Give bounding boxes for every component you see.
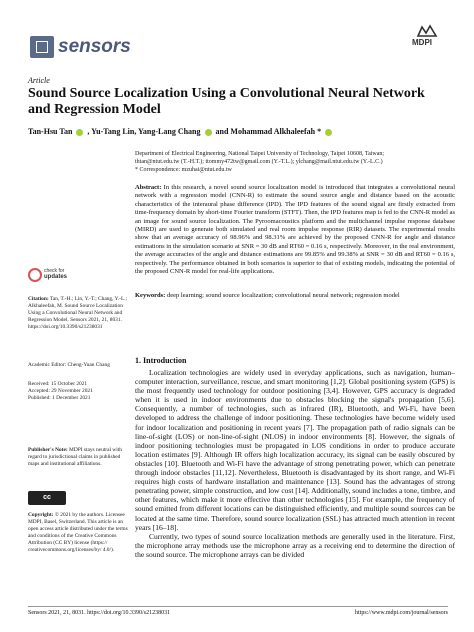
academic-editor: Academic Editor: Cheng-Yuan Chang xyxy=(28,362,110,368)
abstract-label: Abstract: xyxy=(135,184,162,191)
check-updates-icon[interactable] xyxy=(28,268,42,282)
affiliation-line: Department of Electrical Engineering, National Taipei University of Technology, Taipei 10608, Taiwan; xyxy=(135,151,385,157)
orcid-icon[interactable] xyxy=(76,129,83,136)
orcid-icon[interactable] xyxy=(205,129,212,136)
journal-name: sensors xyxy=(58,36,131,57)
abstract xyxy=(135,184,455,276)
orcid-icon[interactable] xyxy=(325,129,332,136)
keywords-text: deep learning; sound source localization; convolutional neural network; regression model xyxy=(165,292,400,299)
accepted-date: Accepted: 29 November 2021 xyxy=(28,388,93,394)
publisher-name: MDPI xyxy=(412,38,432,47)
abstract-text: In this research, a novel sound source localization model is introduced that integrates a convolutional neural network with a regression model (CNN-R) to estimate the sound source angle and distance based on the acoustic characteristics of the interaural phase difference (IPD). The IPD features of the sound signal are firstly extracted from time-frequency domain by short-time Fourier transform (STFT). Then, the IPD features map is fed to the CNN-R model as an image for sound source localization. The Pyroomacoustics platform and the multichannel impulse response database (MIRD) are used to generate both simulated and real room impulse response (RIR) datasets. The experimental results show that an average accuracy of 98.96% and 98.31% are achieved by the proposed CNN-R for angle and distance estimations in the simulation scenario at SNR = 30 dB and RT60 = 0.16 s, respectively. Moreover, in the real environment, the average accuracies of the angle and distance estimations are 99.85% and 99.38% at SNR = 30 dB and RT60 = 0.16 s, respectively. The performance obtained in both scenarios is superior to that of existing models, indicating the potential of the proposed CNN-R model for real-life applications. xyxy=(135,184,455,276)
author-list xyxy=(28,127,334,136)
paper-title: Sound Source Localization Using a Convolutional Neural Network and Regression Model xyxy=(28,86,425,117)
copyright xyxy=(28,512,128,554)
paragraph: Localization technologies are widely used in everyday applications, such as navigation, human–computer interaction, surveillance, rescue, and smart monitoring [1,2]. Global positioning system (GPS) is the most frequently used technology for outdoor positioning [3,4]. However, GPS accuracy is degraded when it is used in indoor environments due to obstacles blocking the signal's propagation [5,6]. Consequently, a number of technologies, such as infrared (IR), Bluetooth, and Wi-Fi, have been developed to address the challenge of indoor positioning. These technologies have become widely used for indoor localization and positioning in recent years [7]. The propagation path of radio signals can be line-of-sight (LOS) or non-line-of-sight (NLOS) in indoor environments [8]. However, the signals of indoor positioning technologies must be propagated in LOS conditions in order to produce accurate location estimates [9]. Although IR offers high localization accuracy, its signal can be easily obscured by obstacles [10]. Bluetooth and Wi-Fi have the advantage of strong penetrating power, which can penetrate through indoor obstacles [11,12]. Nevertheless, Bluetooth is disadvantaged by its short range, and Wi-Fi requires high costs of hardware installation and maintenance [13]. Sound has the advantages of strong penetrating power, simple construction, and low cost [14]. Additionally, sound includes a tone, timbre, and other features, which make it more effective than other technologies [15]. For example, the frequency of sound emitted from different locations can be distinguished efficiently, and multiple sound sources can be located at the same time. Therefore, sound source localization (SSL) has attracted much attention in recent years [16–18]. xyxy=(135,368,455,532)
article-type: Article xyxy=(28,76,50,85)
publisher-note-text: MDPI stays neutral with regard to jurisdictional claims in published maps and institutional affiliations. xyxy=(28,447,122,467)
citation xyxy=(28,296,128,331)
citation-text: Tan, T.-H.; Lin, Y.-T.; Chang, Y.-L.; Alkhaleefah, M. Sound Source Localization Using a Convolutional Neural Network and Regression Model. Sensors 2021, 21, 8031. https://doi.org/10.3390/s21238031 xyxy=(28,296,128,330)
correspondence: * Correspondence: mzuhai@ntut.edu.tw xyxy=(135,167,232,174)
paragraph: Currently, two types of sound source localization methods are generally used in the literature. First, the microphone array methods use the microphone array as a receiving end to determine the direction of the sound source. The microphone arrays can be divided xyxy=(135,531,455,559)
keywords-label: Keywords: xyxy=(135,292,166,299)
check-updates-line: updates xyxy=(44,274,68,280)
cc-license-badge[interactable]: cc xyxy=(28,491,66,505)
footer-divider xyxy=(28,606,448,607)
publisher-note xyxy=(28,447,128,468)
citation-label: Citation: xyxy=(28,296,49,302)
dates xyxy=(28,381,128,402)
journal-logo-icon xyxy=(30,36,54,58)
affiliation xyxy=(135,150,455,175)
body-text xyxy=(135,368,455,559)
copyright-text: © 2021 by the authors. Licensee MDPI, Basel, Switzerland. This article is an open access article distributed under the terms and conditions of the Creative Commons Attribution (CC BY) license (https:// creativecommons.org/licenses/by/ 4.0/). xyxy=(28,512,128,553)
received-date: Received: 15 October 2021 xyxy=(28,381,88,387)
publisher-note-label: Publisher's Note: xyxy=(28,447,68,453)
author-name: and Mohammad Alkhaleefah * xyxy=(215,127,322,136)
section-heading: 1. Introduction xyxy=(135,356,187,365)
keywords xyxy=(135,292,455,300)
author-name: Tan-Hsu Tan xyxy=(28,127,73,136)
mdpi-logo-icon xyxy=(416,24,438,38)
footer-journal-link[interactable]: https://www.mdpi.com/journal/sensors xyxy=(355,610,448,616)
check-updates-label[interactable] xyxy=(44,268,67,280)
affiliation-emails: thtan@ntut.edu.tw (T.-H.T.); ttommy472tw@gmail.com (Y.-T.L.); ylchang@mail.ntut.edu.tw (Y.-L.C.) xyxy=(135,159,383,166)
published-date: Published: 1 December 2021 xyxy=(28,395,91,401)
footer-citation: Sensors 2021, 21, 8031. https://doi.org/10.3390/s21238031 xyxy=(28,610,171,616)
author-name: , Yu-Tang Lin, Yang-Lang Chang xyxy=(87,127,201,136)
copyright-label: Copyright: xyxy=(28,512,54,518)
check-updates-line: check for xyxy=(44,268,65,274)
